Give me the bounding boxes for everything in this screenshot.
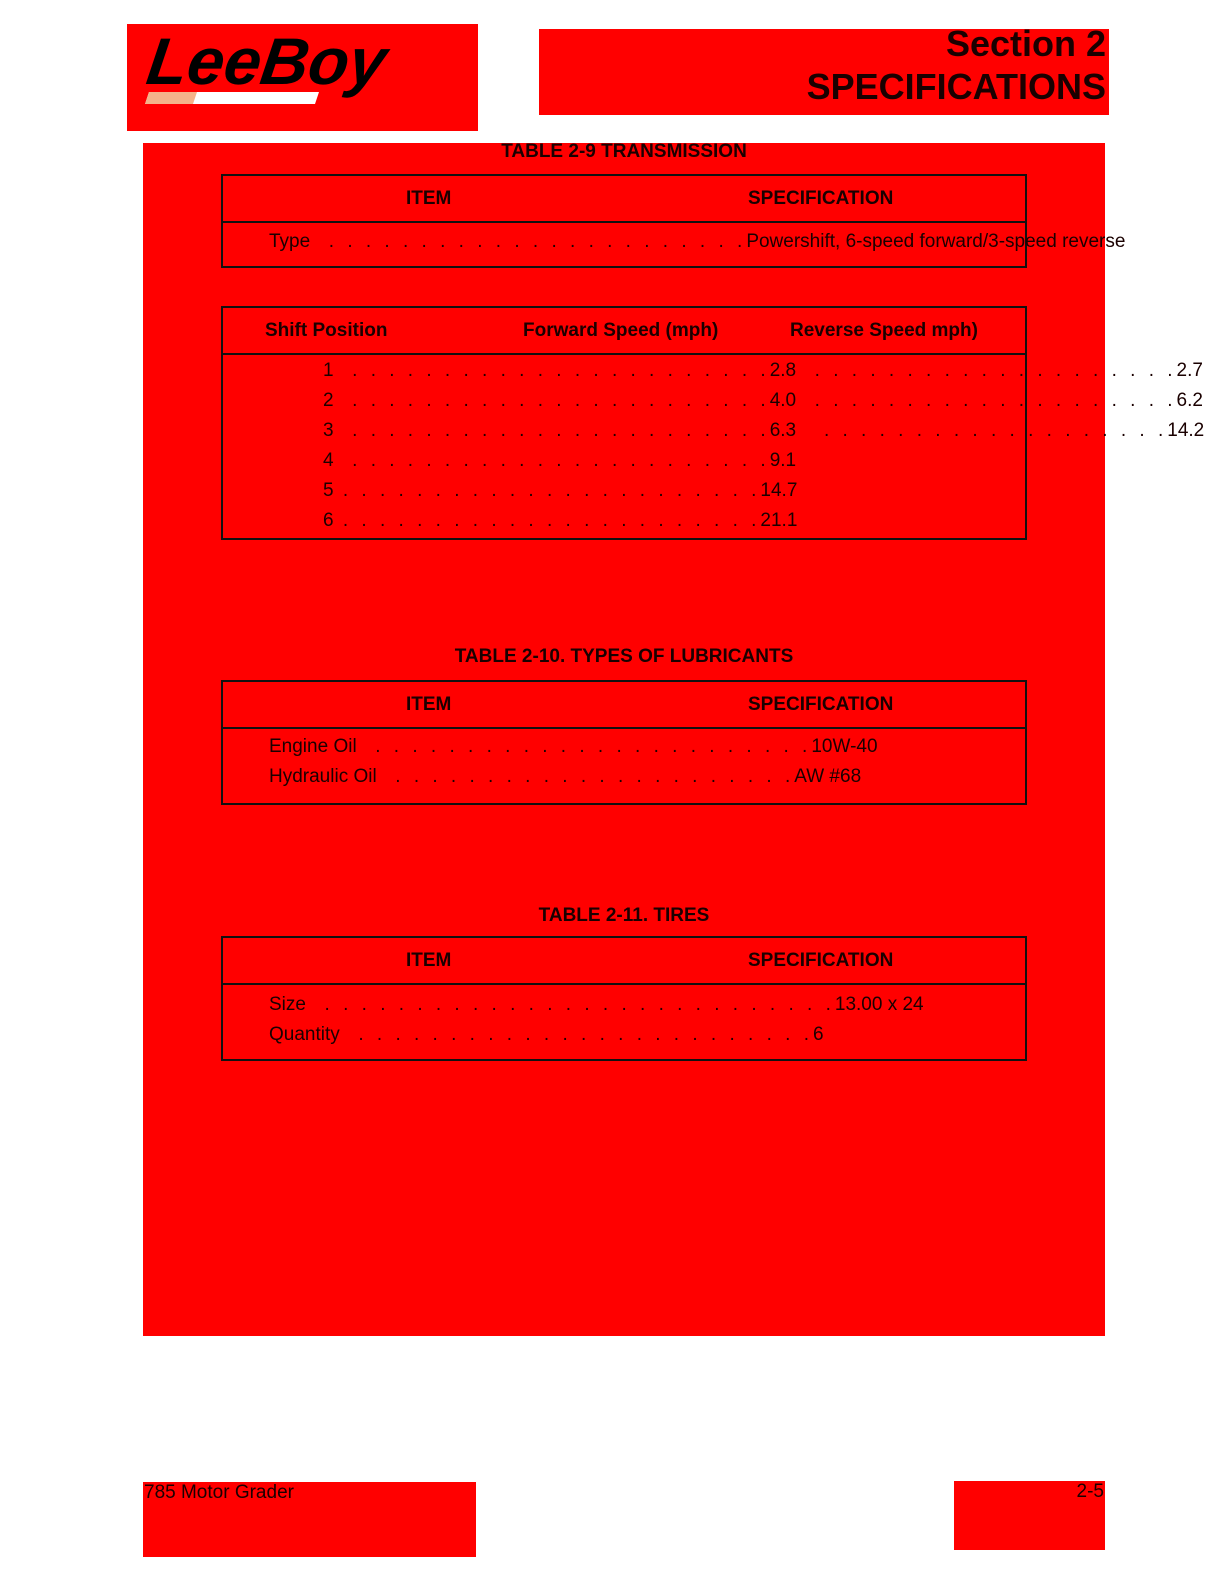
table-header xyxy=(223,938,1025,985)
logo-block xyxy=(127,24,478,131)
col-spec: SPECIFICATION xyxy=(748,950,894,971)
col-reverse-speed: Reverse Speed mph) xyxy=(790,320,978,341)
table-row: Quantity . . . . . . . . . . . . . . . . . . . . . . . . .6 xyxy=(269,1024,824,1045)
col-item: ITEM xyxy=(406,950,452,971)
col-shift-position: Shift Position xyxy=(265,320,388,341)
reverse-speed: 2.7 xyxy=(1176,360,1203,381)
row-label: Hydraulic Oil xyxy=(269,766,377,787)
row-label: Quantity xyxy=(269,1024,340,1045)
section-title: SPECIFICATIONS xyxy=(806,66,1106,107)
forward-speed: 21.1 xyxy=(760,510,798,531)
table-row: 2 . . . . . . . . . . . . . . . . . . . . . . .4.0 . . . . . . . . . . . . . . . . . . . .6.2 xyxy=(323,390,1203,411)
row-label: Engine Oil xyxy=(269,736,357,757)
forward-speed: 6.3 xyxy=(769,420,797,441)
table-row: 4 . . . . . . . . . . . . . . . . . . . . . . .9.1 xyxy=(323,450,797,471)
footer-right xyxy=(954,1481,1105,1550)
table-row: 1 . . . . . . . . . . . . . . . . . . . . . . .2.8 . . . . . . . . . . . . . . . . . . . .2.7 xyxy=(323,360,1203,381)
table-row: 3 . . . . . . . . . . . . . . . . . . . . . . .6.3 . . . . . . . . . . . . . . . . . . .14.2 xyxy=(323,420,1205,441)
col-item: ITEM xyxy=(406,188,452,209)
section-header xyxy=(539,23,1109,115)
table-speeds xyxy=(221,306,1205,540)
table-row: Type . . . . . . . . . . . . . . . . . . . . . . .Powershift, 6-speed forward/3-speed reverse xyxy=(269,231,1126,252)
page-number: 2-5 xyxy=(1076,1481,1104,1502)
table-header xyxy=(223,308,1025,355)
table-header xyxy=(223,176,1025,223)
row-value: 10W-40 xyxy=(811,736,878,757)
shift-pos: 1 xyxy=(323,360,334,381)
row-label: Type xyxy=(269,231,311,252)
table-tires xyxy=(221,936,1027,1061)
table-caption-lubricants: TABLE 2-10. TYPES OF LUBRICANTS xyxy=(454,646,794,667)
footer-left xyxy=(143,1482,476,1557)
row-value: Powershift, 6-speed forward/3-speed reverse xyxy=(746,231,1126,252)
logo-text: LeeBoy xyxy=(142,25,392,99)
shift-pos: 3 xyxy=(323,420,334,441)
table-caption-transmission: TABLE 2-9 TRANSMISSION xyxy=(501,141,747,162)
reverse-speed: 14.2 xyxy=(1167,420,1205,441)
row-value: 6 xyxy=(813,1024,824,1045)
forward-speed: 9.1 xyxy=(769,450,797,471)
col-spec: SPECIFICATION xyxy=(748,694,894,715)
shift-pos: 5 xyxy=(323,480,334,501)
shift-pos: 4 xyxy=(323,450,334,471)
col-item: ITEM xyxy=(406,694,452,715)
forward-speed: 4.0 xyxy=(769,390,797,411)
leeboy-logo xyxy=(127,24,478,131)
row-label: Size xyxy=(269,994,306,1015)
forward-speed: 14.7 xyxy=(760,480,798,501)
section-number: Section 2 xyxy=(945,23,1106,64)
shift-pos: 2 xyxy=(323,390,334,411)
table-row: 5 . . . . . . . . . . . . . . . . . . . . . . .14.7 xyxy=(323,480,798,501)
reverse-speed: 6.2 xyxy=(1176,390,1203,411)
table-row: Hydraulic Oil . . . . . . . . . . . . . . . . . . . . . .AW #68 xyxy=(269,766,862,787)
table-row: 6 . . . . . . . . . . . . . . . . . . . . . . .21.1 xyxy=(323,510,798,531)
footer-model: 785 Motor Grader xyxy=(144,1482,294,1503)
content-area xyxy=(143,141,1205,1336)
table-header xyxy=(223,682,1025,729)
col-spec: SPECIFICATION xyxy=(748,188,894,209)
row-value: AW #68 xyxy=(794,766,862,787)
row-value: 13.00 x 24 xyxy=(834,994,924,1015)
table-transmission xyxy=(221,174,1126,268)
forward-speed: 2.8 xyxy=(769,360,797,381)
col-forward-speed: Forward Speed (mph) xyxy=(523,320,719,341)
table-row: Engine Oil . . . . . . . . . . . . . . . . . . . . . . . .10W-40 xyxy=(269,736,878,757)
table-caption-tires: TABLE 2-11. TIRES xyxy=(538,905,710,926)
table-lubricants xyxy=(221,680,1027,805)
table-row: Size . . . . . . . . . . . . . . . . . . . . . . . . . . . .13.00 x 24 xyxy=(269,994,924,1015)
shift-pos: 6 xyxy=(323,510,334,531)
